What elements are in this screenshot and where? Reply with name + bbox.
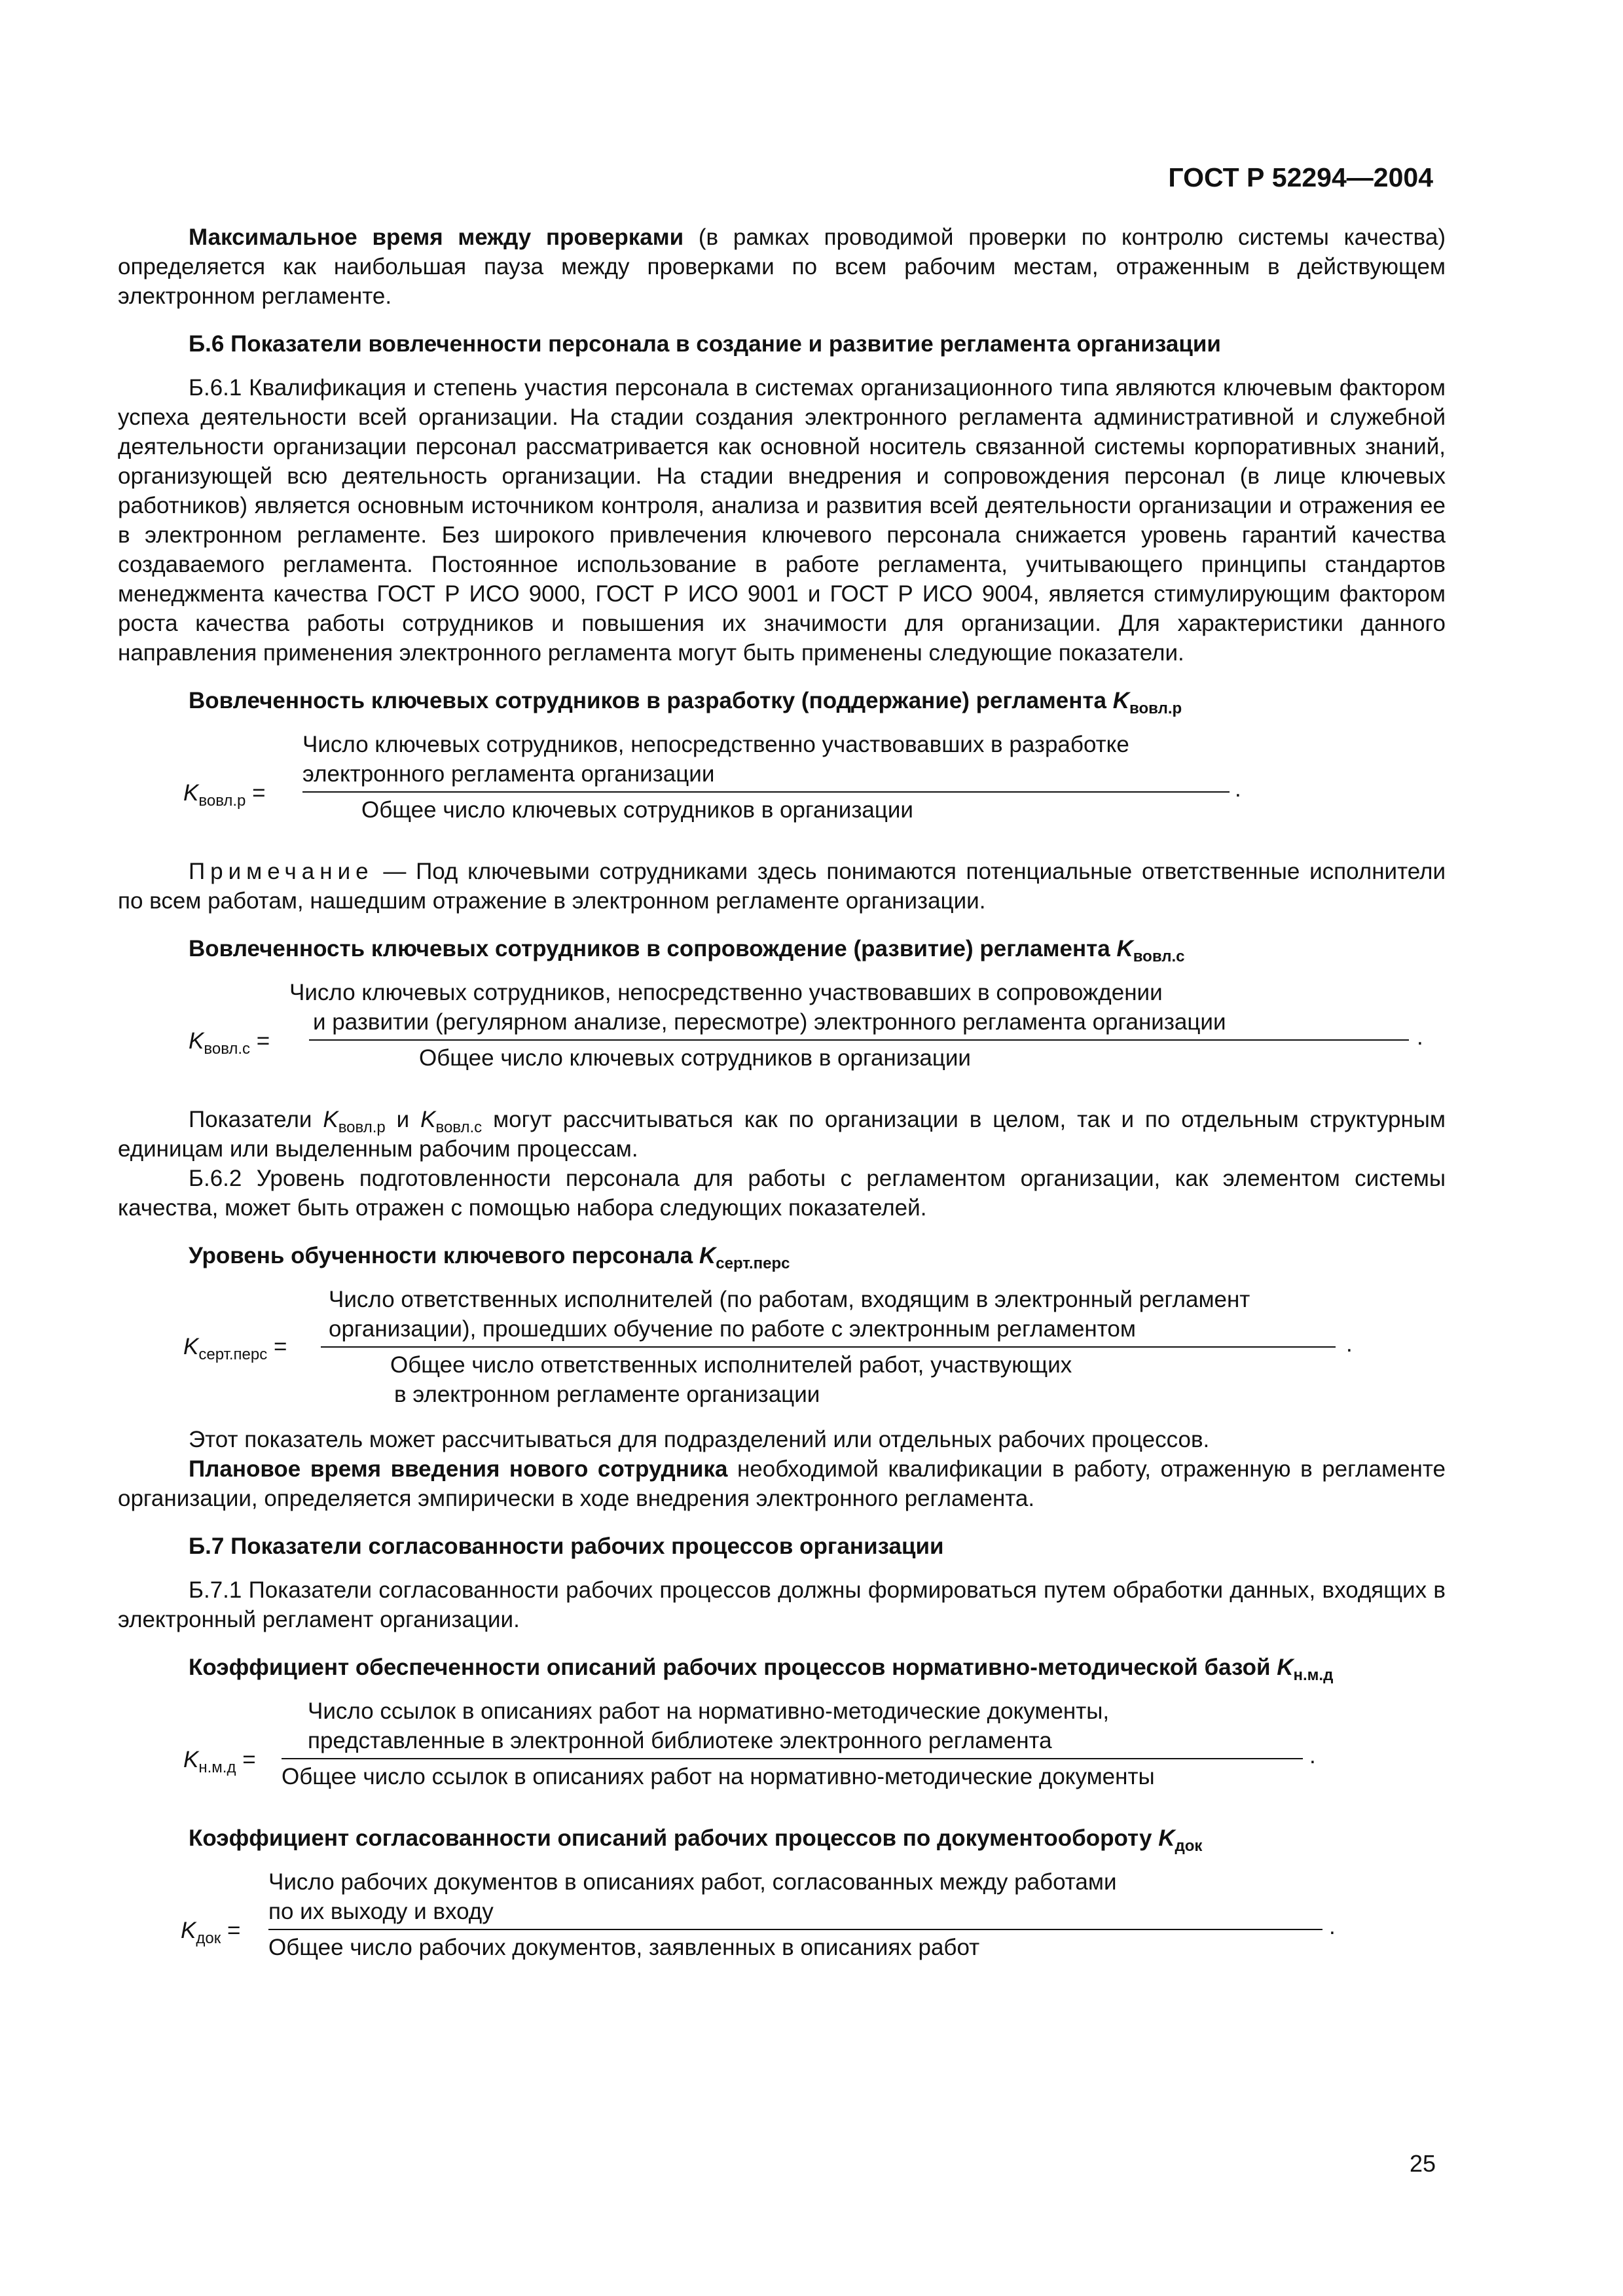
- fraction-bar: [309, 1039, 1409, 1041]
- fraction-bar: [302, 791, 1230, 793]
- doc-number-header: ГОСТ Р 52294—2004: [1168, 162, 1433, 192]
- b7-paragraph-1: Б.7.1 Показатели согласованности рабочих процессов должны формироваться путем обработки данных, входящих в электронный регламент организации.: [118, 1577, 1446, 1632]
- formula-period: .: [1346, 1331, 1353, 1357]
- intro-term: Максимальное время между проверками: [189, 224, 684, 250]
- formula-k-dok: [118, 1867, 1446, 1972]
- formula-numerator: Число ключевых сотрудников, непосредственно участвовавших в сопровождении и развитии (регулярном анализе, пересмотре) электронного регламента организации: [289, 980, 1226, 1035]
- metric-1-title: Вовлеченность ключевых сотрудников в разработку (поддержание) регламента $K_{вовл.р}$: [189, 688, 1182, 717]
- fraction-bar: [321, 1346, 1336, 1348]
- page-number: 25: [1410, 2150, 1436, 2177]
- formula-denominator: Общее число ссылок в описаниях работ на нормативно-методические документы: [282, 1764, 1155, 1789]
- b6-paragraph-1: Б.6.1 Квалификация и степень участия персонала в системах организационного типа являются ключевым фактором успеха деятельности всей организации. На стадии создания электронного регламента административной и служебной деятельности организации персонал рассматривается как основной носитель связанной системы корпоративных знаний, организующей всю деятельность организации. На стадии внедрения и сопровождения персонал (в лице ключевых работников) является основным источником контроля, анализа и развития всей деятельности организации и отражения ее в электронном регламенте. Без широкого привлечения ключевого персонала снижается уровень гарантий качества создаваемого регламента. Постоянное использование в работе регламента, учитывающего принципы стандартов менеджмента качества ГОСТ Р ИСО 9000, ГОСТ Р ИСО 9001 и ГОСТ Р ИСО 9004, является стимулирующим фактором роста качества работы сотрудников и повышения их значимости для организации. Для характеристики данного направления применения электронного регламента могут быть применены следующие показатели.: [118, 375, 1446, 666]
- formula-lhs: $K_{вовл.с}$ =: [189, 1028, 270, 1058]
- metric-5-title: Коэффициент согласованности описаний рабочих процессов по документообороту $K_{док}$: [189, 1825, 1203, 1855]
- intro-paragraph: [118, 223, 1446, 311]
- formula-lhs: $K_{док}$ =: [181, 1918, 241, 1947]
- fraction-bar: [268, 1929, 1322, 1930]
- formula-period: .: [1235, 776, 1241, 802]
- formula-lhs: $K_{вовл.р}$ =: [183, 780, 266, 810]
- formula-numerator: Число ключевых сотрудников, непосредственно участвовавших в разработке электронного регламента организации: [302, 732, 1129, 787]
- fraction-bar: [282, 1758, 1303, 1759]
- metric-3-title: Уровень обученности ключевого персонала $K_{серт.перс}$: [189, 1243, 790, 1272]
- formula-denominator: Общее число рабочих документов, заявленных в описаниях работ: [268, 1935, 980, 1960]
- section-b7-heading: Б.7 Показатели согласованности рабочих процессов организации: [189, 1534, 944, 1559]
- formula-k-vovl-r: [118, 730, 1446, 834]
- formula-numerator: Число рабочих документов в описаниях работ, согласованных между работами по их выходу и входу: [268, 1869, 1117, 1924]
- b6-paragraph-3: Этот показатель может рассчитываться для подразделений или отдельных рабочих процессов.: [189, 1427, 1210, 1452]
- b6-paragraph-4: Плановое время введения нового сотрудника необходимой квалификации в работу, отраженную в регламенте организации, определяется эмпирически в ходе внедрения электронного регламента.: [118, 1456, 1446, 1511]
- formula-k-nmd: [118, 1696, 1446, 1801]
- formula-period: .: [1417, 1024, 1423, 1050]
- formula-period: .: [1329, 1914, 1336, 1939]
- formula-numerator: Число ответственных исполнителей (по работам, входящим в электронный регламент организации), прошедших обучение по работе с электронным регламентом: [329, 1287, 1250, 1342]
- intro-text: (в рамках проводимой проверки по контролю системы качества) определяется как наибольшая пауза между проверками по всем рабочим местам, отраженным в действующем электронном регламенте.: [118, 224, 1446, 309]
- formula-lhs: $K_{серт.перс}$ =: [183, 1334, 287, 1363]
- formula-k-vovl-s: [118, 978, 1446, 1083]
- b6-calc-paragraph: Показатели $K_{вовл.р}$ и $K_{вовл.с}$ могут рассчитываться как по организации в целом, так и по отдельным структурным единицам или выделенным рабочим процессам.: [118, 1107, 1446, 1162]
- formula-lhs: $K_{н.м.д}$ =: [183, 1747, 256, 1776]
- metric-4-title: Коэффициент обеспеченности описаний рабочих процессов нормативно-методической базой $K_{н.м.д}$: [189, 1655, 1334, 1684]
- section-b6-heading: Б.6 Показатели вовлеченности персонала в создание и развитие регламента организации: [189, 331, 1221, 357]
- formula-period: .: [1309, 1743, 1316, 1768]
- formula-k-sert-pers: [118, 1285, 1446, 1407]
- note-paragraph: Примечание — Под ключевыми сотрудниками здесь понимаются потенциальные ответственные исполнители по всем работам, нашедшим отражение в электронном регламенте организации.: [118, 859, 1446, 914]
- formula-numerator: Число ссылок в описаниях работ на нормативно-методические документы, представленные в электронной библиотеке электронного регламента: [308, 1698, 1110, 1753]
- formula-denominator: Общее число ключевых сотрудников в организации: [361, 797, 913, 823]
- page-content: [118, 223, 1446, 1994]
- formula-denominator: Общее число ключевых сотрудников в организации: [419, 1045, 971, 1071]
- b6-paragraph-2: Б.6.2 Уровень подготовленности персонала для работы с регламентом организации, как элементом системы качества, может быть отражен с помощью набора следующих показателей.: [118, 1166, 1446, 1221]
- formula-denominator: Общее число ответственных исполнителей работ, участвующих в электронном регламенте организации: [390, 1352, 1072, 1407]
- metric-2-title: Вовлеченность ключевых сотрудников в сопровождение (развитие) регламента $K_{вовл.с}$: [189, 936, 1185, 965]
